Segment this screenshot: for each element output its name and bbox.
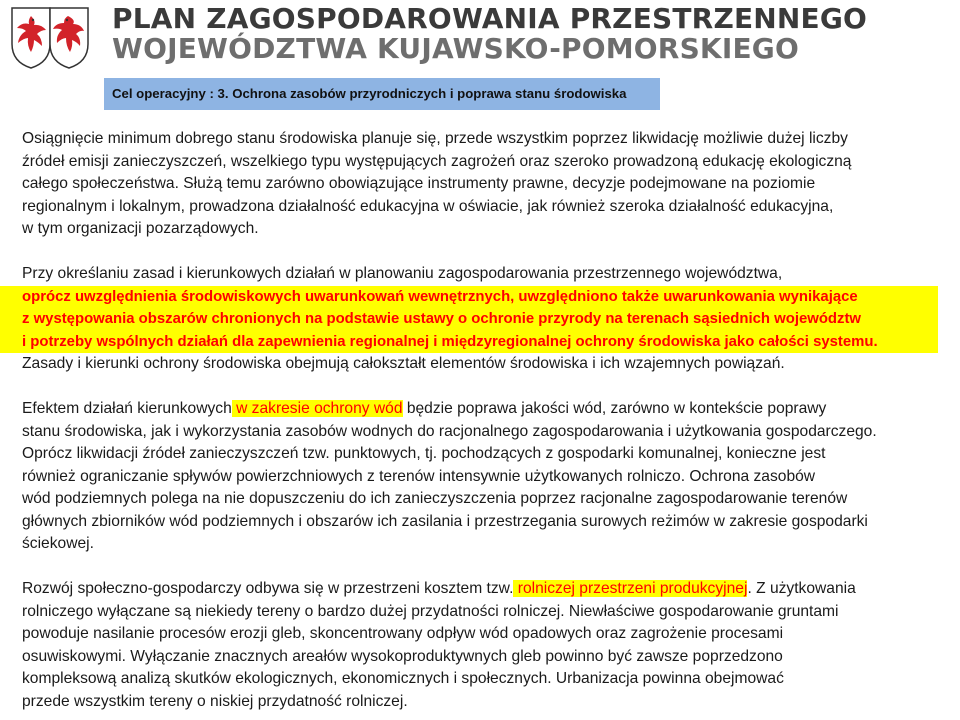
highlighted-line: i potrzeby wspólnych działań dla zapewnienia regionalnej i międzyregionalnej ochrony środowiska jako całości systemu. xyxy=(0,331,938,354)
highlighted-phrase: w zakresie ochrony wód xyxy=(231,400,403,417)
operational-goal-bar: Cel operacyjny : 3. Ochrona zasobów przyrodniczych i poprawa stanu środowiska xyxy=(104,78,660,110)
text-line: źródeł emisji zanieczyszczeń, wszelkiego typu występujących zagrożeń oraz szeroko prowadzoną edukację ekologiczną xyxy=(22,152,852,170)
text-line: regionalnym i lokalnym, prowadzona działalność edukacyjna w oświacie, jak również szeroka działalność edukacyjna, xyxy=(22,197,834,215)
header-title-line2: WOJEWÓDZTWA KUJAWSKO-POMORSKIEGO xyxy=(112,32,799,65)
text-line: osuwiskowymi. Wyłączanie znacznych areałów wysokoproduktywnych gleb powinno być zawsze poprzedzono xyxy=(22,647,783,665)
text-line: przede wszystkim tereny o niskiej przydatność rolniczej. xyxy=(22,692,408,710)
text-line: powoduje nasilanie procesów erozji gleb, skoncentrowany odpływ wód opadowych oraz zagrożenie procesami xyxy=(22,625,784,642)
text-segment: . Z użytkowania xyxy=(747,580,856,597)
highlighted-line: z występowania obszarów chronionych na podstawie ustawy o ochronie przyrody na terenach sąsiednich województw xyxy=(0,308,938,331)
paragraph-2 xyxy=(22,263,954,376)
text-line xyxy=(22,398,954,421)
text-line: również ograniczanie spływów powierzchniowych z terenów intensywnie użytkowanych rolniczo. Ochrona zasobów xyxy=(22,467,816,485)
text-segment: Efektem działań kierunkowych xyxy=(22,400,232,417)
text-line: Zasady i kierunki ochrony środowiska obejmują całokształt elementów środowiska i ich wzajemnych powiązań. xyxy=(22,355,785,372)
paragraph-1 xyxy=(22,128,954,241)
text-line: rolniczego wyłączane są niekiedy tereny o bardzo dużej przydatności rolniczej. Niewłaściwe gospodarowanie gruntami xyxy=(22,602,839,620)
text-line: w tym organizacji pozarządowych. xyxy=(22,220,259,237)
header-title-line1: PLAN ZAGOSPODAROWANIA PRZESTRZENNEGO xyxy=(112,2,868,35)
document-body xyxy=(22,128,954,713)
paragraph-3 xyxy=(22,398,954,556)
text-line: stanu środowiska, jak i wykorzystania zasobów wodnych do racjonalnego zagospodarowania i użytkowania gospodarczego. xyxy=(22,422,877,440)
text-line: wód podziemnych polega na nie dopuszczeniu do ich zanieczyszczenia poprzez racjonalne zagospodarowanie terenów xyxy=(22,490,848,507)
text-line: kompleksową analizą skutków ekologicznych, ekonomicznych i społecznych. Urbanizacja powinna obejmować xyxy=(22,670,784,687)
text-line: ściekowej. xyxy=(22,535,94,552)
text-line: głównych zbiorników wód podziemnych i obszarów ich zasilania i przestrzegania surowych reżimów w zakresie gospodarki xyxy=(22,512,868,530)
highlighted-line: oprócz uwzględnienia środowiskowych uwarunkowań wewnętrznych, uwzględniono także uwarunkowania wynikające xyxy=(0,286,938,309)
header-title xyxy=(112,4,952,64)
highlighted-phrase: rolniczej przestrzeni produkcyjnej xyxy=(513,580,748,597)
coat-of-arms-icon xyxy=(6,4,96,70)
text-segment: będzie poprawa jakości wód, zarówno w kontekście poprawy xyxy=(402,400,827,417)
text-line: Oprócz likwidacji źródeł zanieczyszczeń tzw. punktowych, tj. pochodzących z gospodarki komunalnej, konieczne jest xyxy=(22,445,826,462)
text-line: całego społeczeństwa. Służą temu zarówno obowiązujące instrumenty prawne, decyzje podejmowane na poziomie xyxy=(22,175,816,192)
text-segment: Rozwój społeczno-gospodarczy odbywa się w przestrzeni kosztem tzw. xyxy=(22,580,514,597)
text-line xyxy=(22,578,954,601)
paragraph-4 xyxy=(22,578,954,713)
text-line: Przy określaniu zasad i kierunkowych działań w planowaniu zagospodarowania przestrzennego województwa, xyxy=(22,265,783,282)
text-line: Osiągnięcie minimum dobrego stanu środowiska planuje się, przede wszystkim poprzez likwidację możliwie dużej liczby xyxy=(22,130,848,147)
